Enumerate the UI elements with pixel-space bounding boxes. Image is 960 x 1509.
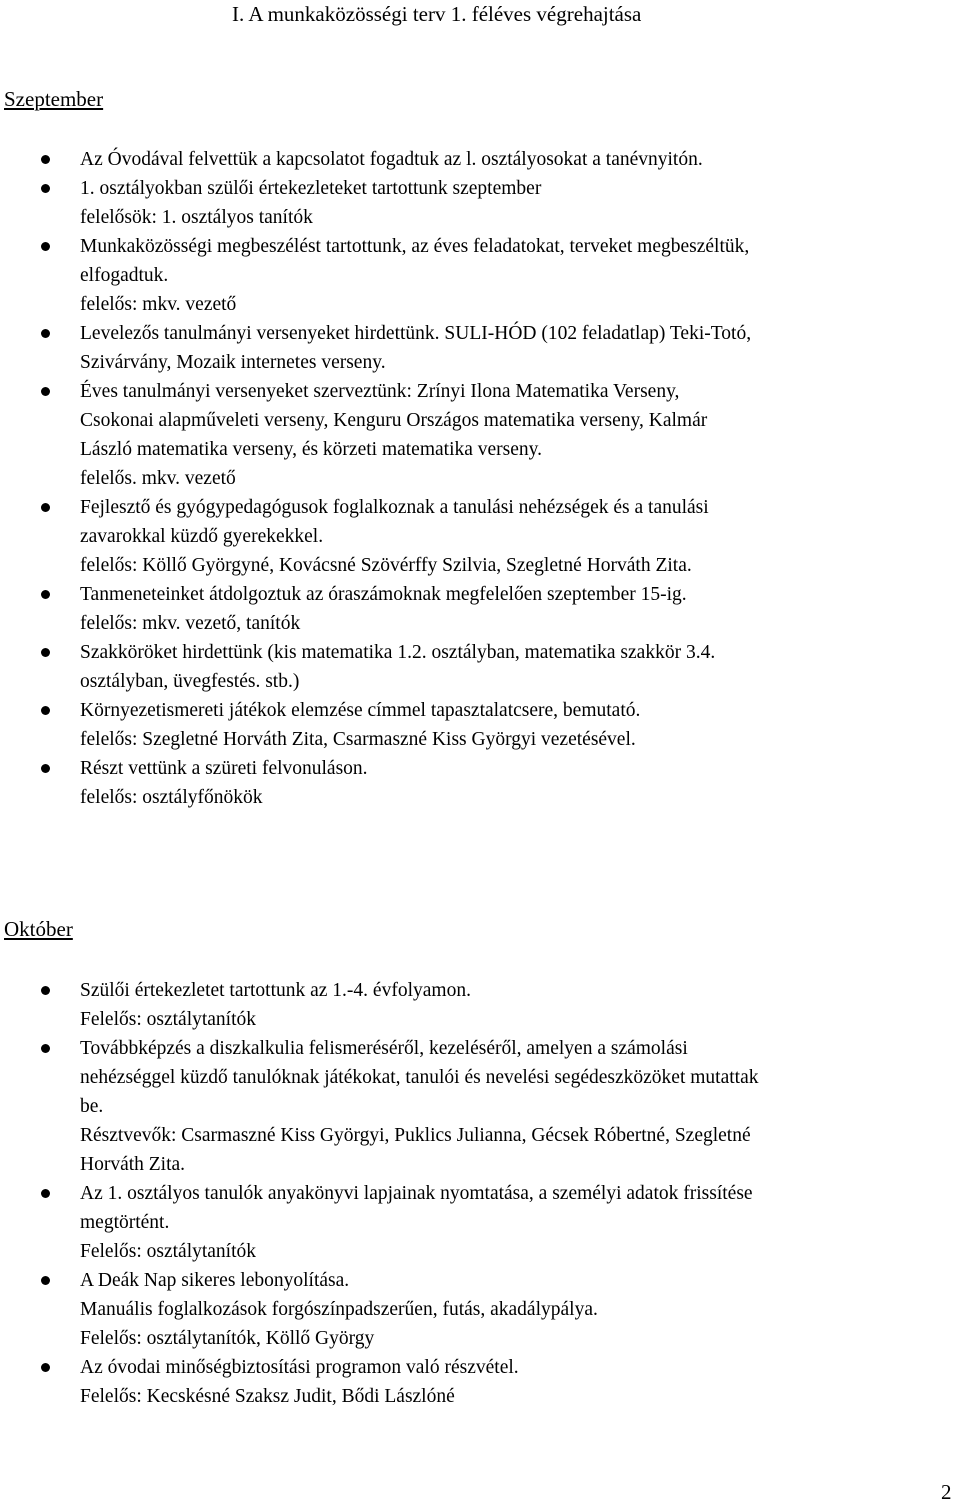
- item-text-line: Szakköröket hirdettünk (kis matematika 1.2. osztályban, matematika szakkör 3.4.: [80, 642, 716, 663]
- item-list-oktober: [0, 976, 960, 1411]
- item-text-line: Felelős: osztálytanítók, Köllő György: [80, 1328, 375, 1349]
- item-text-line: Szülői értekezletet tartottunk az 1.-4. évfolyamon.: [80, 980, 471, 1001]
- bullet-icon: [41, 329, 50, 338]
- item-text-line: felelős: osztályfőnökök: [80, 787, 263, 808]
- bullet-icon: [41, 1276, 50, 1285]
- item-text-line: osztályban, üvegfestés. stb.): [80, 671, 300, 692]
- item-text-line: Az Óvodával felvettük a kapcsolatot fogadtuk az l. osztályosokat a tanévnyitón.: [80, 149, 703, 170]
- month-heading-oktober: Október: [4, 917, 73, 941]
- item-text-line: zavarokkal küzdő gyerekekkel.: [80, 526, 324, 547]
- bullet-icon: [41, 503, 50, 512]
- item-text-line: Éves tanulmányi versenyeket szerveztünk: Zrínyi Ilona Matematika Verseny,: [80, 381, 680, 402]
- list-item: [0, 377, 960, 493]
- list-item: [0, 145, 960, 174]
- list-item: [0, 696, 960, 754]
- item-text-line: Tanmeneteinket átdolgoztuk az óraszámoknak megfelelően szeptember 15-ig.: [80, 584, 687, 605]
- item-text-line: A Deák Nap sikeres lebonyolítása.: [80, 1270, 350, 1291]
- item-text-line: Csokonai alapműveleti verseny, Kenguru Országos matematika verseny, Kalmár: [80, 410, 708, 431]
- item-text-line: László matematika verseny, és körzeti matematika verseny.: [80, 439, 543, 460]
- item-text-line: 1. osztályokban szülői értekezleteket tartottunk szeptember: [80, 178, 542, 199]
- item-text-line: Felelős: osztálytanítók: [80, 1009, 257, 1030]
- item-text-line: felelős: mkv. vezető: [80, 294, 237, 315]
- list-item: [0, 1266, 960, 1353]
- bullet-icon: [41, 184, 50, 193]
- list-item: [0, 638, 960, 696]
- bullet-icon: [41, 986, 50, 995]
- item-text-line: felelős: mkv. vezető, tanítók: [80, 613, 301, 634]
- item-text-line: nehézséggel küzdő tanulóknak játékokat, tanulói és nevelési segédeszközöket mutattak: [80, 1067, 759, 1088]
- item-text-line: Továbbképzés a diszkalkulia felismeréséről, kezeléséről, amelyen a számolási: [80, 1038, 688, 1059]
- item-text-line: Az 1. osztályos tanulók anyakönyvi lapjainak nyomtatása, a személyi adatok frissítése: [80, 1183, 753, 1204]
- bullet-icon: [41, 1044, 50, 1053]
- item-text-line: Részt vettünk a szüreti felvonuláson.: [80, 758, 368, 779]
- item-text-line: Résztvevők: Csarmaszné Kiss Györgyi, Puklics Julianna, Gécsek Róbertné, Szegletné: [80, 1125, 751, 1146]
- bullet-icon: [41, 648, 50, 657]
- bullet-icon: [41, 1363, 50, 1372]
- list-item: [0, 1353, 960, 1411]
- list-item: [0, 976, 960, 1034]
- list-item: [0, 1179, 960, 1266]
- bullet-icon: [41, 387, 50, 396]
- item-list-szeptember: [0, 145, 960, 812]
- item-text-line: Fejlesztő és gyógypedagógusok foglalkoznak a tanulási nehézségek és a tanulási: [80, 497, 709, 518]
- item-text-line: felelős. mkv. vezető: [80, 468, 236, 489]
- list-item: [0, 580, 960, 638]
- item-text-line: Felelős: osztálytanítók: [80, 1241, 257, 1262]
- item-text-line: felelős: Szegletné Horváth Zita, Csarmaszné Kiss Györgyi vezetésével.: [80, 729, 636, 750]
- item-text-line: megtörtént.: [80, 1212, 170, 1233]
- item-text-line: Manuális foglalkozások forgószínpadszerűen, futás, akadálypálya.: [80, 1299, 598, 1320]
- item-text-line: Környezetismereti játékok elemzése címmel tapasztalatcsere, bemutató.: [80, 700, 641, 721]
- item-text-line: elfogadtuk.: [80, 265, 169, 286]
- list-item: [0, 174, 960, 232]
- item-text-line: Levelezős tanulmányi versenyeket hirdettünk. SULI-HÓD (102 feladatlap) Teki-Totó,: [80, 323, 752, 344]
- bullet-icon: [41, 706, 50, 715]
- bullet-icon: [41, 590, 50, 599]
- list-item: [0, 319, 960, 377]
- page-number: 2: [941, 1480, 952, 1504]
- month-heading-szeptember: Szeptember: [4, 87, 104, 111]
- list-item: [0, 493, 960, 580]
- item-text-line: Felelős: Kecskésné Szaksz Judit, Bődi Lászlóné: [80, 1386, 455, 1407]
- item-text-line: Horváth Zita.: [80, 1154, 186, 1175]
- bullet-icon: [41, 242, 50, 251]
- list-item: [0, 754, 960, 812]
- item-text-line: be.: [80, 1096, 104, 1117]
- bullet-icon: [41, 155, 50, 164]
- item-text-line: Az óvodai minőségbiztosítási programon való részvétel.: [80, 1357, 519, 1378]
- item-text-line: Munkaközösségi megbeszélést tartottunk, az éves feladatokat, terveket megbeszéltük,: [80, 236, 750, 257]
- item-text-line: Szivárvány, Mozaik internetes verseny.: [80, 352, 386, 373]
- item-text-line: felelősök: 1. osztályos tanítók: [80, 207, 313, 228]
- page-title: I. A munkaközösségi terv 1. féléves végrehajtása: [232, 2, 642, 26]
- bullet-icon: [41, 764, 50, 773]
- item-text-line: felelős: Köllő Györgyné, Kovácsné Szövérffy Szilvia, Szegletné Horváth Zita.: [80, 555, 692, 576]
- list-item: [0, 232, 960, 319]
- list-item: [0, 1034, 960, 1179]
- bullet-icon: [41, 1189, 50, 1198]
